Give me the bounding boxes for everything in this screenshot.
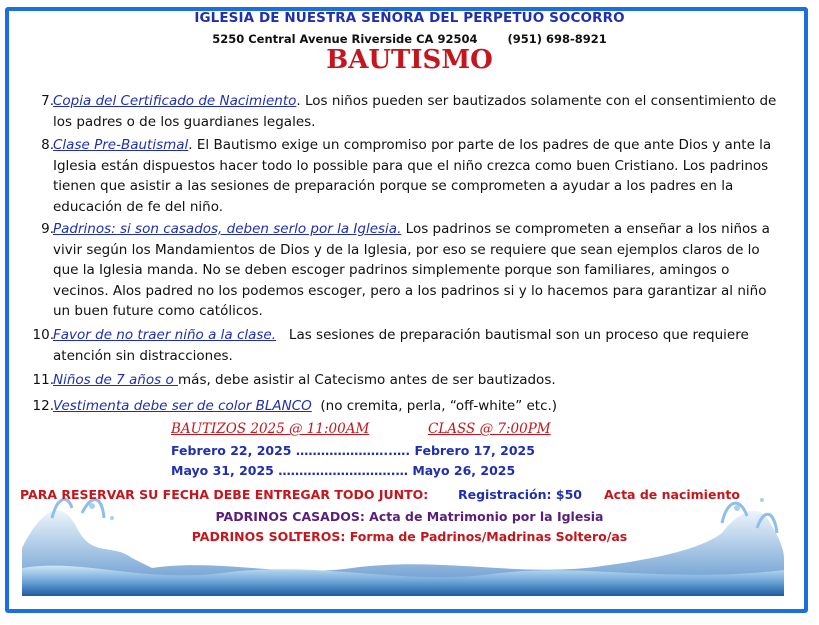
item-text: . El Bautismo exige un compromiso por parte de los padres de que ante Dios y ante la Iglesia están dispuestos hacer todo lo possible para que el niño crezca como buen Cristiano. Los padrinos tienen que asistir a las sesiones de preparación porque se comprometen a ayudar a los padres en la educación de fe del niño.: [53, 137, 772, 215]
contact-line: [0, 32, 819, 46]
item-text: Los padrinos se comprometen a enseñar a los niños a vivir según los Mandamientos de Dios y de la Iglesia, por eso se requiere que sean ejemplos claros de lo que la Iglesia manda. No se deben escoger padrinos simplemente porque son familiares, amingos o vecinos. Alos padred no los podemos escoger, pero a los padrinos si y lo hacemos para garantizar al niño un buen future como católicos.: [53, 221, 770, 319]
item-heading: Niños de 7 años o: [53, 372, 179, 388]
class-schedule-label: CLASS @ 7:00PM: [428, 421, 551, 437]
item-text: (no cremita, perla, “off-white” etc.): [311, 398, 558, 414]
item-heading: Vestimenta debe ser de color BLANCO: [53, 398, 312, 414]
reserve-instructions: PARA RESERVAR SU FECHA DEBE ENTREGAR TODO JUNTO:: [20, 487, 429, 502]
item-number: 10.: [32, 327, 54, 343]
item-text: . Los niños pueden ser bautizados solamente con el consentimiento de los padres o de los guardianes legales.: [53, 93, 777, 130]
item-heading: Padrinos: si son casados, deben serlo por la Iglesia.: [53, 221, 402, 237]
item-heading: Copia del Certificado de Nacimiento: [53, 93, 297, 109]
list-item: [30, 370, 780, 391]
single-godparents-requirement: PADRINOS SOLTEROS: Forma de Padrinos/Madrinas Soltero/as: [191, 529, 628, 544]
church-name: IGLESIA DE NUESTRA SEÑORA DEL PERPETUO SOCORRO: [194, 10, 625, 26]
page-title: BAUTISMO: [326, 45, 493, 75]
item-number: 8.: [41, 137, 54, 153]
married-godparents-requirement: PADRINOS CASADOS: Acta de Matrimonio por la Iglesia: [215, 509, 604, 524]
item-text: más, debe asistir al Catecismo antes de ser bautizados.: [178, 372, 556, 388]
phone: (951) 698-8921: [507, 32, 607, 46]
item-heading: Clase Pre-Bautismal: [53, 137, 189, 153]
item-heading: Favor de no traer niño a la clase.: [53, 327, 277, 343]
list-item: [30, 219, 780, 322]
list-item: [30, 396, 780, 417]
item-number: 7.: [41, 93, 54, 109]
date-row: Mayo 31, 2025 ……………………….… Mayo 26, 2025: [171, 463, 516, 478]
registration-fee: Registración: $50: [458, 487, 582, 502]
item-number: 11.: [32, 372, 54, 388]
item-text: Las sesiones de preparación bautismal son un proceso que requiere atención sin distracciones.: [53, 327, 754, 364]
list-item: [30, 325, 780, 366]
address: 5250 Central Avenue Riverside CA 92504: [212, 32, 478, 46]
item-number: 12.: [32, 398, 54, 414]
list-item: [30, 91, 780, 132]
item-number: 9.: [41, 221, 54, 237]
baptism-schedule-label: BAUTIZOS 2025 @ 11:00AM: [171, 421, 370, 437]
date-row: Febrero 22, 2025 …………………..…. Febrero 17, 2025: [171, 443, 535, 458]
list-item: [30, 135, 780, 217]
birth-certificate-requirement: Acta de nacimiento: [604, 487, 740, 502]
